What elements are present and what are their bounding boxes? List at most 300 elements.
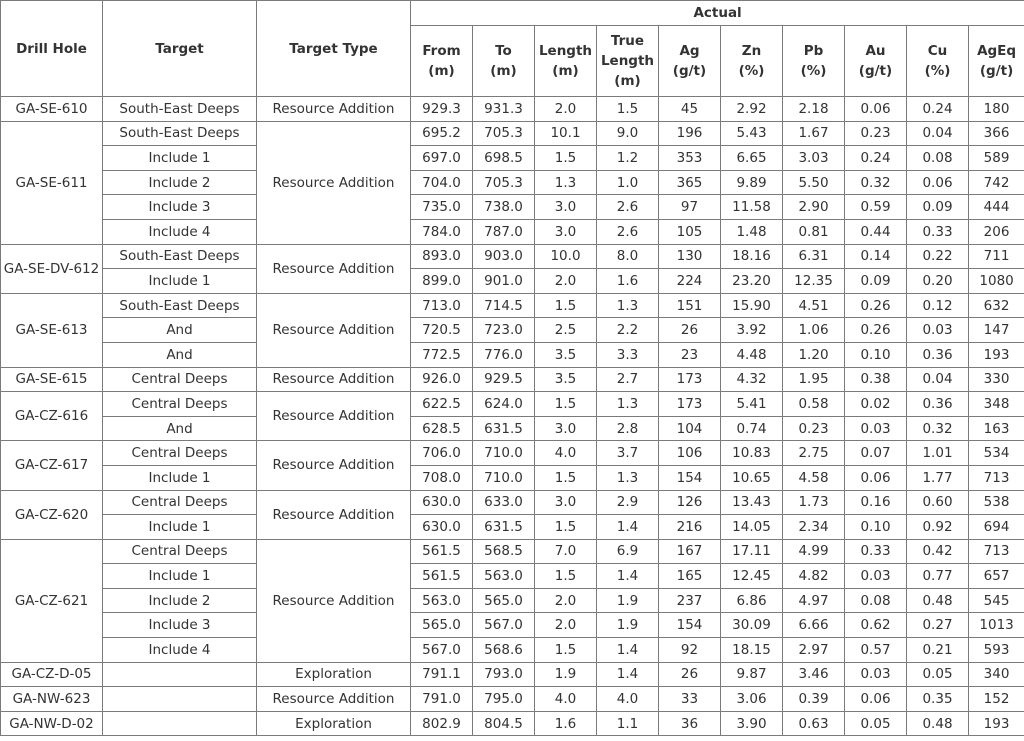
table-row [1, 97, 1024, 122]
au-cell: 0.33 [845, 539, 907, 564]
to-cell: 624.0 [473, 392, 535, 417]
target-cell: Include 3 [103, 613, 257, 638]
from-cell: 630.0 [411, 515, 473, 540]
ag-cell: 151 [659, 293, 721, 318]
cu-cell: 0.48 [907, 588, 969, 613]
header-line: (%) [738, 63, 765, 79]
length-cell: 7.0 [535, 539, 597, 564]
target-cell [103, 711, 257, 736]
header-line: (%) [924, 63, 951, 79]
target-type-cell: Exploration [257, 662, 411, 687]
length-cell: 4.0 [535, 687, 597, 712]
table-row [1, 711, 1024, 736]
from-cell: 697.0 [411, 146, 473, 171]
true-length-cell: 1.4 [597, 515, 659, 540]
ageq-cell: 711 [969, 244, 1024, 269]
to-cell: 931.3 [473, 97, 535, 122]
table-row [1, 441, 1024, 466]
true-length-cell: 1.3 [597, 465, 659, 490]
ageq-cell: 193 [969, 342, 1024, 367]
length-cell: 10.0 [535, 244, 597, 269]
to-cell: 633.0 [473, 490, 535, 515]
cu-cell: 0.27 [907, 613, 969, 638]
drill-hole-cell: GA-CZ-D-05 [1, 662, 103, 687]
table-row [1, 146, 1024, 171]
header-target: Target [103, 1, 257, 97]
from-cell: 628.5 [411, 416, 473, 441]
true-length-cell: 1.3 [597, 392, 659, 417]
table-row [1, 588, 1024, 613]
target-cell: Include 2 [103, 588, 257, 613]
au-cell: 0.02 [845, 392, 907, 417]
header-to [473, 26, 535, 97]
target-cell [103, 687, 257, 712]
drill-hole-cell: GA-SE-615 [1, 367, 103, 392]
pb-cell: 2.18 [783, 97, 845, 122]
from-cell: 720.5 [411, 318, 473, 343]
target-cell: South-East Deeps [103, 97, 257, 122]
header-line: (m) [490, 63, 517, 79]
table-row [1, 121, 1024, 146]
ag-cell: 36 [659, 711, 721, 736]
au-cell: 0.08 [845, 588, 907, 613]
from-cell: 893.0 [411, 244, 473, 269]
cu-cell: 0.35 [907, 687, 969, 712]
ag-cell: 216 [659, 515, 721, 540]
ageq-cell: 657 [969, 564, 1024, 589]
to-cell: 568.6 [473, 638, 535, 663]
pb-cell: 1.95 [783, 367, 845, 392]
target-cell: South-East Deeps [103, 293, 257, 318]
pb-cell: 12.35 [783, 269, 845, 294]
target-type-cell: Resource Addition [257, 441, 411, 490]
header-drill-hole: Drill Hole [1, 1, 103, 97]
to-cell: 567.0 [473, 613, 535, 638]
to-cell: 723.0 [473, 318, 535, 343]
from-cell: 561.5 [411, 564, 473, 589]
true-length-cell: 1.4 [597, 662, 659, 687]
table-row [1, 539, 1024, 564]
table-row [1, 342, 1024, 367]
header-line: Length [538, 43, 593, 59]
pb-cell: 4.97 [783, 588, 845, 613]
target-cell [103, 662, 257, 687]
ag-cell: 224 [659, 269, 721, 294]
zn-cell: 9.89 [721, 170, 783, 195]
from-cell: 706.0 [411, 441, 473, 466]
header-line: Zn [741, 43, 762, 59]
ageq-cell: 742 [969, 170, 1024, 195]
pb-cell: 0.58 [783, 392, 845, 417]
table-row [1, 490, 1024, 515]
zn-cell: 3.92 [721, 318, 783, 343]
ag-cell: 353 [659, 146, 721, 171]
target-cell: Include 2 [103, 170, 257, 195]
table-body [1, 97, 1024, 736]
table-row [1, 195, 1024, 220]
pb-cell: 1.67 [783, 121, 845, 146]
pb-cell: 4.82 [783, 564, 845, 589]
cu-cell: 0.92 [907, 515, 969, 540]
zn-cell: 9.87 [721, 662, 783, 687]
target-cell: And [103, 318, 257, 343]
target-cell: South-East Deeps [103, 244, 257, 269]
table-row [1, 564, 1024, 589]
header-line: (g/t) [979, 63, 1014, 79]
table-row [1, 613, 1024, 638]
cu-cell: 0.48 [907, 711, 969, 736]
true-length-cell: 6.9 [597, 539, 659, 564]
au-cell: 0.03 [845, 662, 907, 687]
to-cell: 705.3 [473, 170, 535, 195]
au-cell: 0.32 [845, 170, 907, 195]
ag-cell: 165 [659, 564, 721, 589]
to-cell: 903.0 [473, 244, 535, 269]
zn-cell: 18.16 [721, 244, 783, 269]
length-cell: 4.0 [535, 441, 597, 466]
from-cell: 929.3 [411, 97, 473, 122]
ag-cell: 154 [659, 613, 721, 638]
cu-cell: 0.32 [907, 416, 969, 441]
ag-cell: 33 [659, 687, 721, 712]
drill-hole-cell: GA-CZ-616 [1, 392, 103, 441]
to-cell: 698.5 [473, 146, 535, 171]
true-length-cell: 1.9 [597, 588, 659, 613]
ag-cell: 126 [659, 490, 721, 515]
cu-cell: 0.06 [907, 170, 969, 195]
true-length-cell: 8.0 [597, 244, 659, 269]
target-cell: Central Deeps [103, 441, 257, 466]
from-cell: 563.0 [411, 588, 473, 613]
from-cell: 899.0 [411, 269, 473, 294]
target-type-cell: Resource Addition [257, 293, 411, 367]
true-length-cell: 1.3 [597, 293, 659, 318]
pb-cell: 6.66 [783, 613, 845, 638]
from-cell: 926.0 [411, 367, 473, 392]
header-line: Cu [927, 43, 948, 59]
pb-cell: 0.39 [783, 687, 845, 712]
length-cell: 1.3 [535, 170, 597, 195]
to-cell: 565.0 [473, 588, 535, 613]
au-cell: 0.10 [845, 515, 907, 540]
zn-cell: 6.65 [721, 146, 783, 171]
target-type-cell: Resource Addition [257, 97, 411, 122]
header-length [535, 26, 597, 97]
pb-cell: 0.63 [783, 711, 845, 736]
cu-cell: 1.01 [907, 441, 969, 466]
length-cell: 2.0 [535, 588, 597, 613]
length-cell: 3.5 [535, 342, 597, 367]
target-cell: Include 4 [103, 219, 257, 244]
drill-hole-cell: GA-CZ-620 [1, 490, 103, 539]
length-cell: 10.1 [535, 121, 597, 146]
header-line: To [495, 43, 512, 59]
ag-cell: 97 [659, 195, 721, 220]
to-cell: 705.3 [473, 121, 535, 146]
au-cell: 0.03 [845, 416, 907, 441]
true-length-cell: 4.0 [597, 687, 659, 712]
length-cell: 3.0 [535, 219, 597, 244]
true-length-cell: 1.4 [597, 638, 659, 663]
target-cell: Include 4 [103, 638, 257, 663]
ag-cell: 104 [659, 416, 721, 441]
au-cell: 0.06 [845, 465, 907, 490]
ag-cell: 23 [659, 342, 721, 367]
table-row [1, 465, 1024, 490]
header-line: (m) [614, 73, 641, 89]
ageq-cell: 193 [969, 711, 1024, 736]
au-cell: 0.62 [845, 613, 907, 638]
table-row [1, 269, 1024, 294]
length-cell: 1.5 [535, 638, 597, 663]
from-cell: 735.0 [411, 195, 473, 220]
header-ag [659, 26, 721, 97]
ageq-cell: 713 [969, 539, 1024, 564]
header-line: True [610, 33, 645, 49]
target-type-cell: Resource Addition [257, 490, 411, 539]
true-length-cell: 1.2 [597, 146, 659, 171]
cu-cell: 0.22 [907, 244, 969, 269]
ag-cell: 173 [659, 367, 721, 392]
target-cell: South-East Deeps [103, 121, 257, 146]
ag-cell: 106 [659, 441, 721, 466]
cu-cell: 0.21 [907, 638, 969, 663]
target-type-cell: Resource Addition [257, 687, 411, 712]
cu-cell: 0.04 [907, 367, 969, 392]
to-cell: 776.0 [473, 342, 535, 367]
table-row [1, 687, 1024, 712]
header-line: (g/t) [672, 63, 707, 79]
header-pb [783, 26, 845, 97]
from-cell: 622.5 [411, 392, 473, 417]
length-cell: 2.0 [535, 97, 597, 122]
cu-cell: 1.77 [907, 465, 969, 490]
target-cell: Include 1 [103, 564, 257, 589]
header-line: Au [865, 43, 886, 59]
true-length-cell: 2.6 [597, 219, 659, 244]
ag-cell: 26 [659, 318, 721, 343]
au-cell: 0.24 [845, 146, 907, 171]
target-cell: Central Deeps [103, 490, 257, 515]
ag-cell: 26 [659, 662, 721, 687]
header-ageq [969, 26, 1024, 97]
zn-cell: 0.74 [721, 416, 783, 441]
cu-cell: 0.36 [907, 342, 969, 367]
from-cell: 704.0 [411, 170, 473, 195]
target-cell: Central Deeps [103, 539, 257, 564]
table-row [1, 416, 1024, 441]
length-cell: 1.5 [535, 465, 597, 490]
zn-cell: 5.43 [721, 121, 783, 146]
ag-cell: 167 [659, 539, 721, 564]
target-cell: And [103, 416, 257, 441]
table-row [1, 318, 1024, 343]
cu-cell: 0.20 [907, 269, 969, 294]
to-cell: 929.5 [473, 367, 535, 392]
header-cu [907, 26, 969, 97]
true-length-cell: 3.3 [597, 342, 659, 367]
drill-hole-cell: GA-CZ-617 [1, 441, 103, 490]
true-length-cell: 1.6 [597, 269, 659, 294]
true-length-cell: 1.5 [597, 97, 659, 122]
target-cell: Include 3 [103, 195, 257, 220]
ageq-cell: 147 [969, 318, 1024, 343]
true-length-cell: 1.1 [597, 711, 659, 736]
pb-cell: 4.58 [783, 465, 845, 490]
from-cell: 791.1 [411, 662, 473, 687]
cu-cell: 0.03 [907, 318, 969, 343]
pb-cell: 0.23 [783, 416, 845, 441]
from-cell: 708.0 [411, 465, 473, 490]
cu-cell: 0.04 [907, 121, 969, 146]
ageq-cell: 366 [969, 121, 1024, 146]
from-cell: 567.0 [411, 638, 473, 663]
target-cell: Include 1 [103, 465, 257, 490]
to-cell: 714.5 [473, 293, 535, 318]
from-cell: 713.0 [411, 293, 473, 318]
length-cell: 3.0 [535, 416, 597, 441]
zn-cell: 1.48 [721, 219, 783, 244]
ag-cell: 45 [659, 97, 721, 122]
zn-cell: 3.90 [721, 711, 783, 736]
table-row [1, 244, 1024, 269]
drill-hole-cell: GA-CZ-621 [1, 539, 103, 662]
au-cell: 0.57 [845, 638, 907, 663]
pb-cell: 4.99 [783, 539, 845, 564]
au-cell: 0.03 [845, 564, 907, 589]
drill-hole-cell: GA-SE-611 [1, 121, 103, 244]
to-cell: 631.5 [473, 416, 535, 441]
true-length-cell: 2.2 [597, 318, 659, 343]
au-cell: 0.26 [845, 318, 907, 343]
header-line: Ag [679, 43, 700, 59]
ageq-cell: 534 [969, 441, 1024, 466]
pb-cell: 6.31 [783, 244, 845, 269]
ageq-cell: 538 [969, 490, 1024, 515]
ageq-cell: 694 [969, 515, 1024, 540]
from-cell: 695.2 [411, 121, 473, 146]
target-cell: Include 1 [103, 515, 257, 540]
table-row [1, 293, 1024, 318]
ageq-cell: 545 [969, 588, 1024, 613]
true-length-cell: 1.0 [597, 170, 659, 195]
pb-cell: 2.97 [783, 638, 845, 663]
zn-cell: 23.20 [721, 269, 783, 294]
table-row [1, 515, 1024, 540]
length-cell: 3.5 [535, 367, 597, 392]
zn-cell: 18.15 [721, 638, 783, 663]
pb-cell: 3.46 [783, 662, 845, 687]
true-length-cell: 1.9 [597, 613, 659, 638]
au-cell: 0.26 [845, 293, 907, 318]
true-length-cell: 9.0 [597, 121, 659, 146]
target-cell: Central Deeps [103, 392, 257, 417]
header-line: From [422, 43, 461, 59]
au-cell: 0.23 [845, 121, 907, 146]
target-cell: Include 1 [103, 146, 257, 171]
ageq-cell: 330 [969, 367, 1024, 392]
header-line: (m) [552, 63, 579, 79]
cu-cell: 0.09 [907, 195, 969, 220]
ag-cell: 365 [659, 170, 721, 195]
drill-hole-cell: GA-SE-613 [1, 293, 103, 367]
cu-cell: 0.08 [907, 146, 969, 171]
ageq-cell: 152 [969, 687, 1024, 712]
to-cell: 795.0 [473, 687, 535, 712]
from-cell: 565.0 [411, 613, 473, 638]
to-cell: 631.5 [473, 515, 535, 540]
cu-cell: 0.42 [907, 539, 969, 564]
pb-cell: 4.51 [783, 293, 845, 318]
drill-hole-cell: GA-NW-623 [1, 687, 103, 712]
pb-cell: 5.50 [783, 170, 845, 195]
target-cell: Central Deeps [103, 367, 257, 392]
pb-cell: 2.75 [783, 441, 845, 466]
from-cell: 630.0 [411, 490, 473, 515]
from-cell: 561.5 [411, 539, 473, 564]
cu-cell: 0.36 [907, 392, 969, 417]
ageq-cell: 589 [969, 146, 1024, 171]
ageq-cell: 444 [969, 195, 1024, 220]
to-cell: 804.5 [473, 711, 535, 736]
cu-cell: 0.60 [907, 490, 969, 515]
target-type-cell: Exploration [257, 711, 411, 736]
zn-cell: 14.05 [721, 515, 783, 540]
au-cell: 0.06 [845, 97, 907, 122]
ageq-cell: 713 [969, 465, 1024, 490]
pb-cell: 1.73 [783, 490, 845, 515]
header-line: Length [600, 53, 655, 69]
target-type-cell: Resource Addition [257, 367, 411, 392]
to-cell: 901.0 [473, 269, 535, 294]
header-target-type: Target Type [257, 1, 411, 97]
length-cell: 3.0 [535, 490, 597, 515]
cu-cell: 0.05 [907, 662, 969, 687]
ageq-cell: 1013 [969, 613, 1024, 638]
table-row [1, 662, 1024, 687]
to-cell: 738.0 [473, 195, 535, 220]
ageq-cell: 163 [969, 416, 1024, 441]
header-line: AgEq [977, 43, 1017, 59]
drill-hole-cell: GA-SE-610 [1, 97, 103, 122]
ag-cell: 154 [659, 465, 721, 490]
ageq-cell: 348 [969, 392, 1024, 417]
header-true-length [597, 26, 659, 97]
zn-cell: 30.09 [721, 613, 783, 638]
target-type-cell: Resource Addition [257, 539, 411, 662]
to-cell: 793.0 [473, 662, 535, 687]
from-cell: 802.9 [411, 711, 473, 736]
length-cell: 2.0 [535, 613, 597, 638]
pb-cell: 0.81 [783, 219, 845, 244]
drill-hole-cell: GA-SE-DV-612 [1, 244, 103, 293]
ageq-cell: 1080 [969, 269, 1024, 294]
table-row [1, 638, 1024, 663]
zn-cell: 10.83 [721, 441, 783, 466]
ag-cell: 237 [659, 588, 721, 613]
zn-cell: 3.06 [721, 687, 783, 712]
cu-cell: 0.24 [907, 97, 969, 122]
length-cell: 1.5 [535, 293, 597, 318]
au-cell: 0.59 [845, 195, 907, 220]
from-cell: 784.0 [411, 219, 473, 244]
au-cell: 0.05 [845, 711, 907, 736]
header-actual: Actual [411, 1, 1024, 26]
length-cell: 1.9 [535, 662, 597, 687]
table-row [1, 219, 1024, 244]
length-cell: 1.5 [535, 392, 597, 417]
to-cell: 568.5 [473, 539, 535, 564]
